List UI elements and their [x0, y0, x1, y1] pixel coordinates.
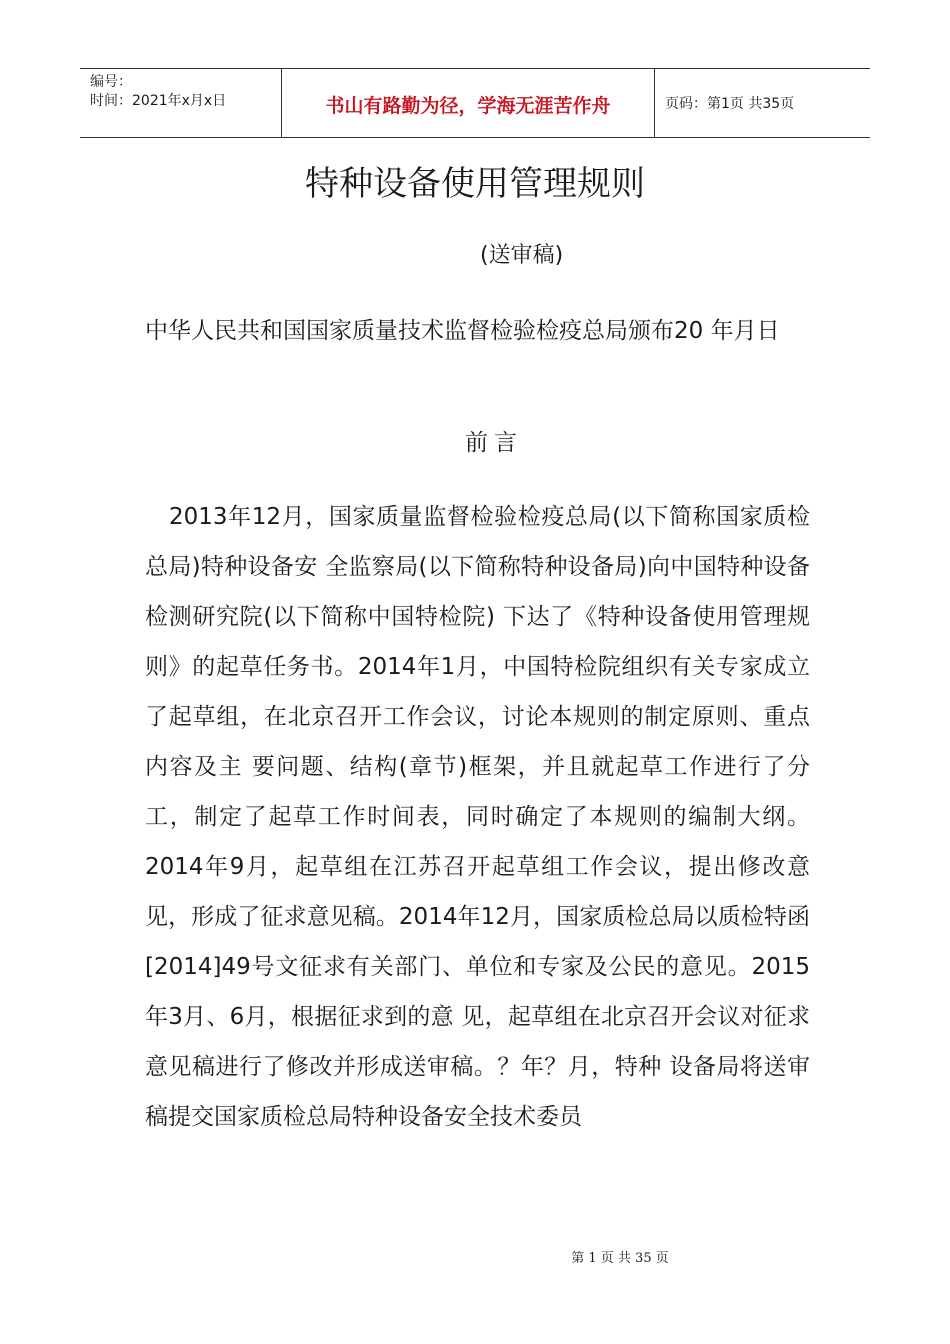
preface-heading: 前言 — [465, 430, 523, 456]
issuer-line: 中华人民共和国国家质量技术监督检验检疫总局颁布20 年月日 — [145, 318, 780, 344]
page-info: 页码：第1页 共35页 — [665, 96, 795, 112]
document-subtitle: (送审稿) — [480, 243, 564, 268]
page-footer: 第 1 页 共 35 页 — [571, 1251, 669, 1266]
page-header — [80, 68, 870, 138]
motto: 书山有路勤为径，学海无涯苦作舟 — [325, 95, 611, 117]
time-label: 时间：2021年x月x日 — [90, 93, 227, 109]
number-label: 编号： — [90, 74, 132, 90]
document-title: 特种设备使用管理规则 — [305, 164, 645, 204]
header-meta-cell — [80, 69, 282, 137]
header-motto-cell — [282, 69, 655, 137]
header-page-cell — [655, 69, 870, 137]
preface-body: 2013年12月，国家质量监督检验检疫总局(以下简称国家质检总局)特种设备安 全监察局(以下简称特种设备局)向中国特种设备检测研究院(以下简称中国特检院) 下达了《特种设备使用管理规则》的起草任务书。2014年1月，中国特检院组织有关专家成立了起草组，在北京召开工作会议，讨论本规则的制定原则、重点内容及主 要问题、结构(章节)框架，并且就起草工作进行了分工，制定了起草工作时间表，同时确定了本规则的编制大纲。2014年9月，起草组在江苏召开起草组工作会议，提出修改意见，形成了征求意见稿。2014年12月，国家质检总局以质检特函[2014]49号文征求有关部门、单位和专家及公民的意见。2015年3月、6月，根据征求到的意 见，起草组在北京召开会议对征求意见稿进行了修改并形成送审稿。？年？月，特种 设备局将送审稿提交国家质检总局特种设备安全技术委员 — [145, 504, 810, 1130]
